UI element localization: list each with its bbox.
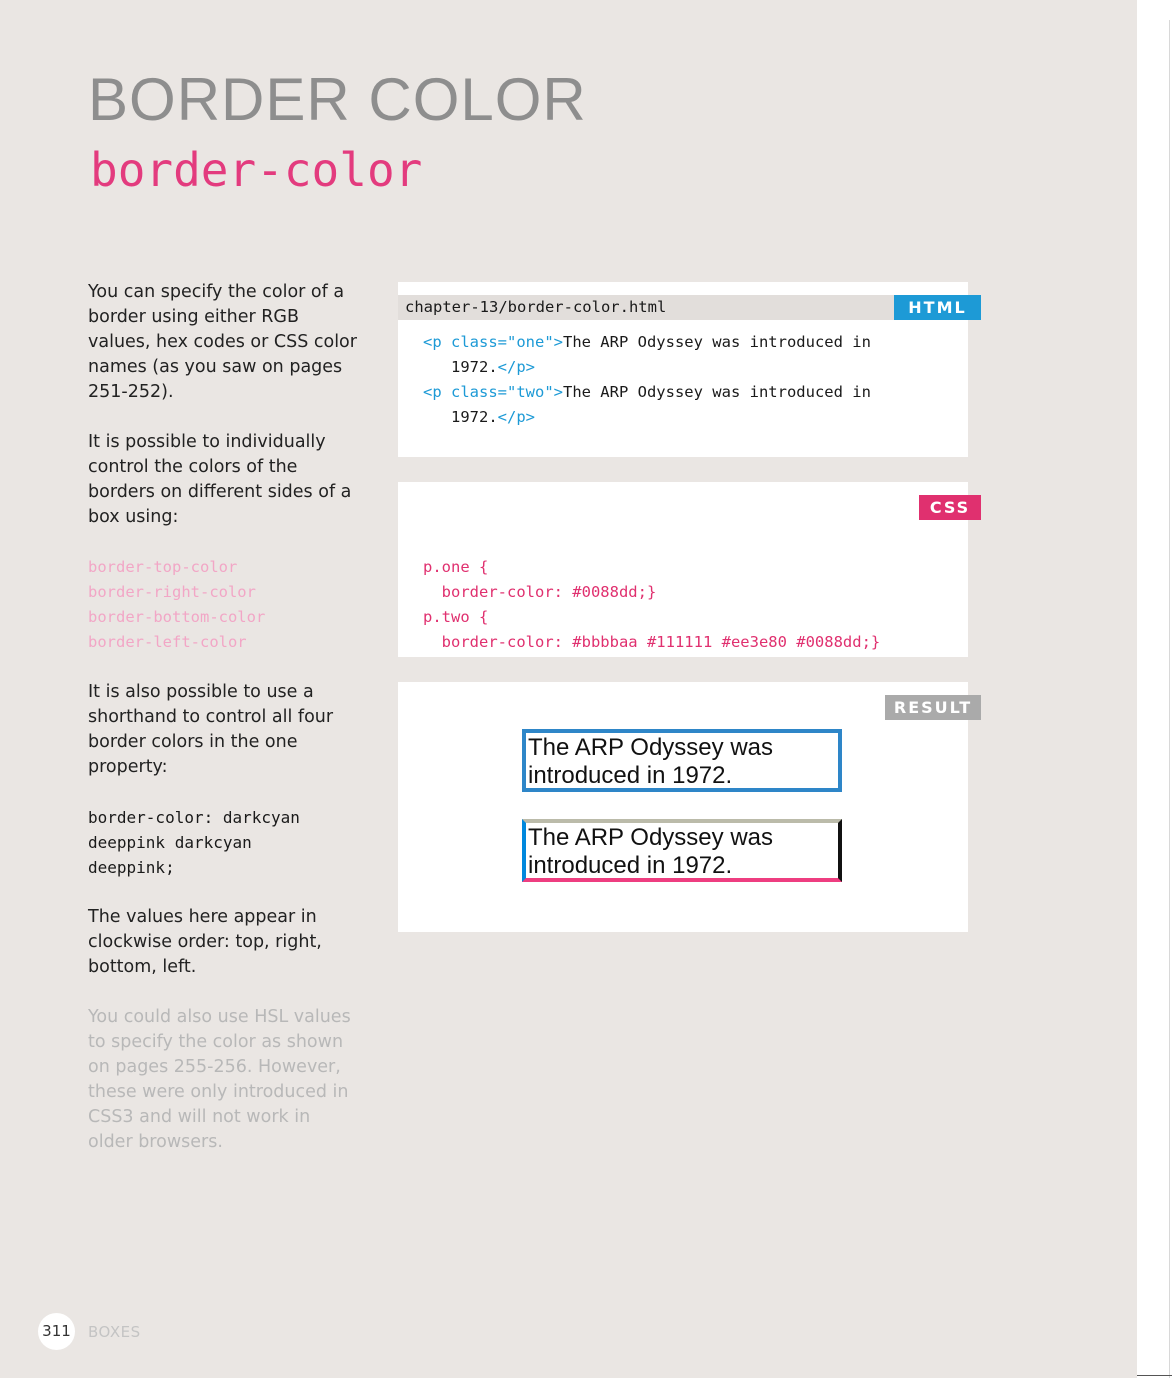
result-box-two: The ARP Odyssey was introduced in 1972.	[522, 819, 842, 882]
section-label: BOXES	[88, 1323, 141, 1341]
filename-bar	[398, 295, 894, 320]
property-list	[88, 555, 358, 655]
sidebar-text	[88, 280, 358, 1180]
property-item: border-top-color	[88, 558, 238, 576]
page-number: 311	[38, 1313, 75, 1350]
result-tag: RESULT	[885, 695, 981, 720]
code-tag-close: </p>	[497, 358, 535, 376]
page-title: BORDER COLOR	[88, 66, 587, 133]
clockwise-paragraph: The values here appear in clockwise order: top, right, bottom, left.	[88, 907, 322, 977]
html-tag: HTML	[894, 295, 981, 320]
code-tag-open: <p class="two">	[423, 383, 563, 401]
css-line: p.one {	[423, 558, 489, 576]
html-code	[423, 330, 871, 430]
code-text: 1972.	[423, 358, 498, 376]
code-line: deeppink darkcyan	[88, 833, 252, 852]
css-code-panel	[398, 482, 971, 657]
page-subtitle: border-color	[90, 143, 423, 197]
page-edge-line	[1169, 20, 1170, 1378]
html-code-panel	[398, 282, 968, 457]
code-text: The ARP Odyssey was introduced in	[562, 383, 871, 401]
intro-paragraph: You can specify the color of a border using either RGB values, hex codes or CSS color names (as you saw on pages 251-252).	[88, 282, 357, 402]
shorthand-paragraph: It is also possible to use a shorthand to control all four border colors in the one property:	[88, 682, 334, 777]
property-item: border-left-color	[88, 633, 247, 651]
page-edge-tick	[1137, 1375, 1172, 1376]
css-line: border-color: #0088dd;}	[423, 583, 657, 601]
code-line: border-color: darkcyan	[88, 808, 300, 827]
css-code	[423, 530, 880, 655]
shorthand-code	[88, 805, 358, 880]
property-item: border-right-color	[88, 583, 256, 601]
individual-control-paragraph: It is possible to individually control the colors of the borders on different sides of a box using:	[88, 432, 352, 527]
css-tag: CSS	[919, 495, 981, 520]
code-tag-open: <p class="one">	[423, 333, 563, 351]
code-text: The ARP Odyssey was introduced in	[562, 333, 871, 351]
code-line: deeppink;	[88, 858, 175, 877]
hsl-note: You could also use HSL values to specify the color as shown on pages 255-256. However, these were only introduced in CSS3 and will not work in older browsers.	[88, 1007, 351, 1152]
property-item: border-bottom-color	[88, 608, 266, 626]
filename: chapter-13/border-color.html	[405, 298, 667, 316]
code-text: 1972.	[423, 408, 498, 426]
code-tag-close: </p>	[497, 408, 535, 426]
result-panel	[398, 682, 973, 932]
result-box-one: The ARP Odyssey was introduced in 1972.	[522, 729, 842, 792]
css-line: p.two {	[423, 608, 489, 626]
css-line: border-color: #bbbbaa #111111 #ee3e80 #0088dd;}	[423, 633, 881, 651]
